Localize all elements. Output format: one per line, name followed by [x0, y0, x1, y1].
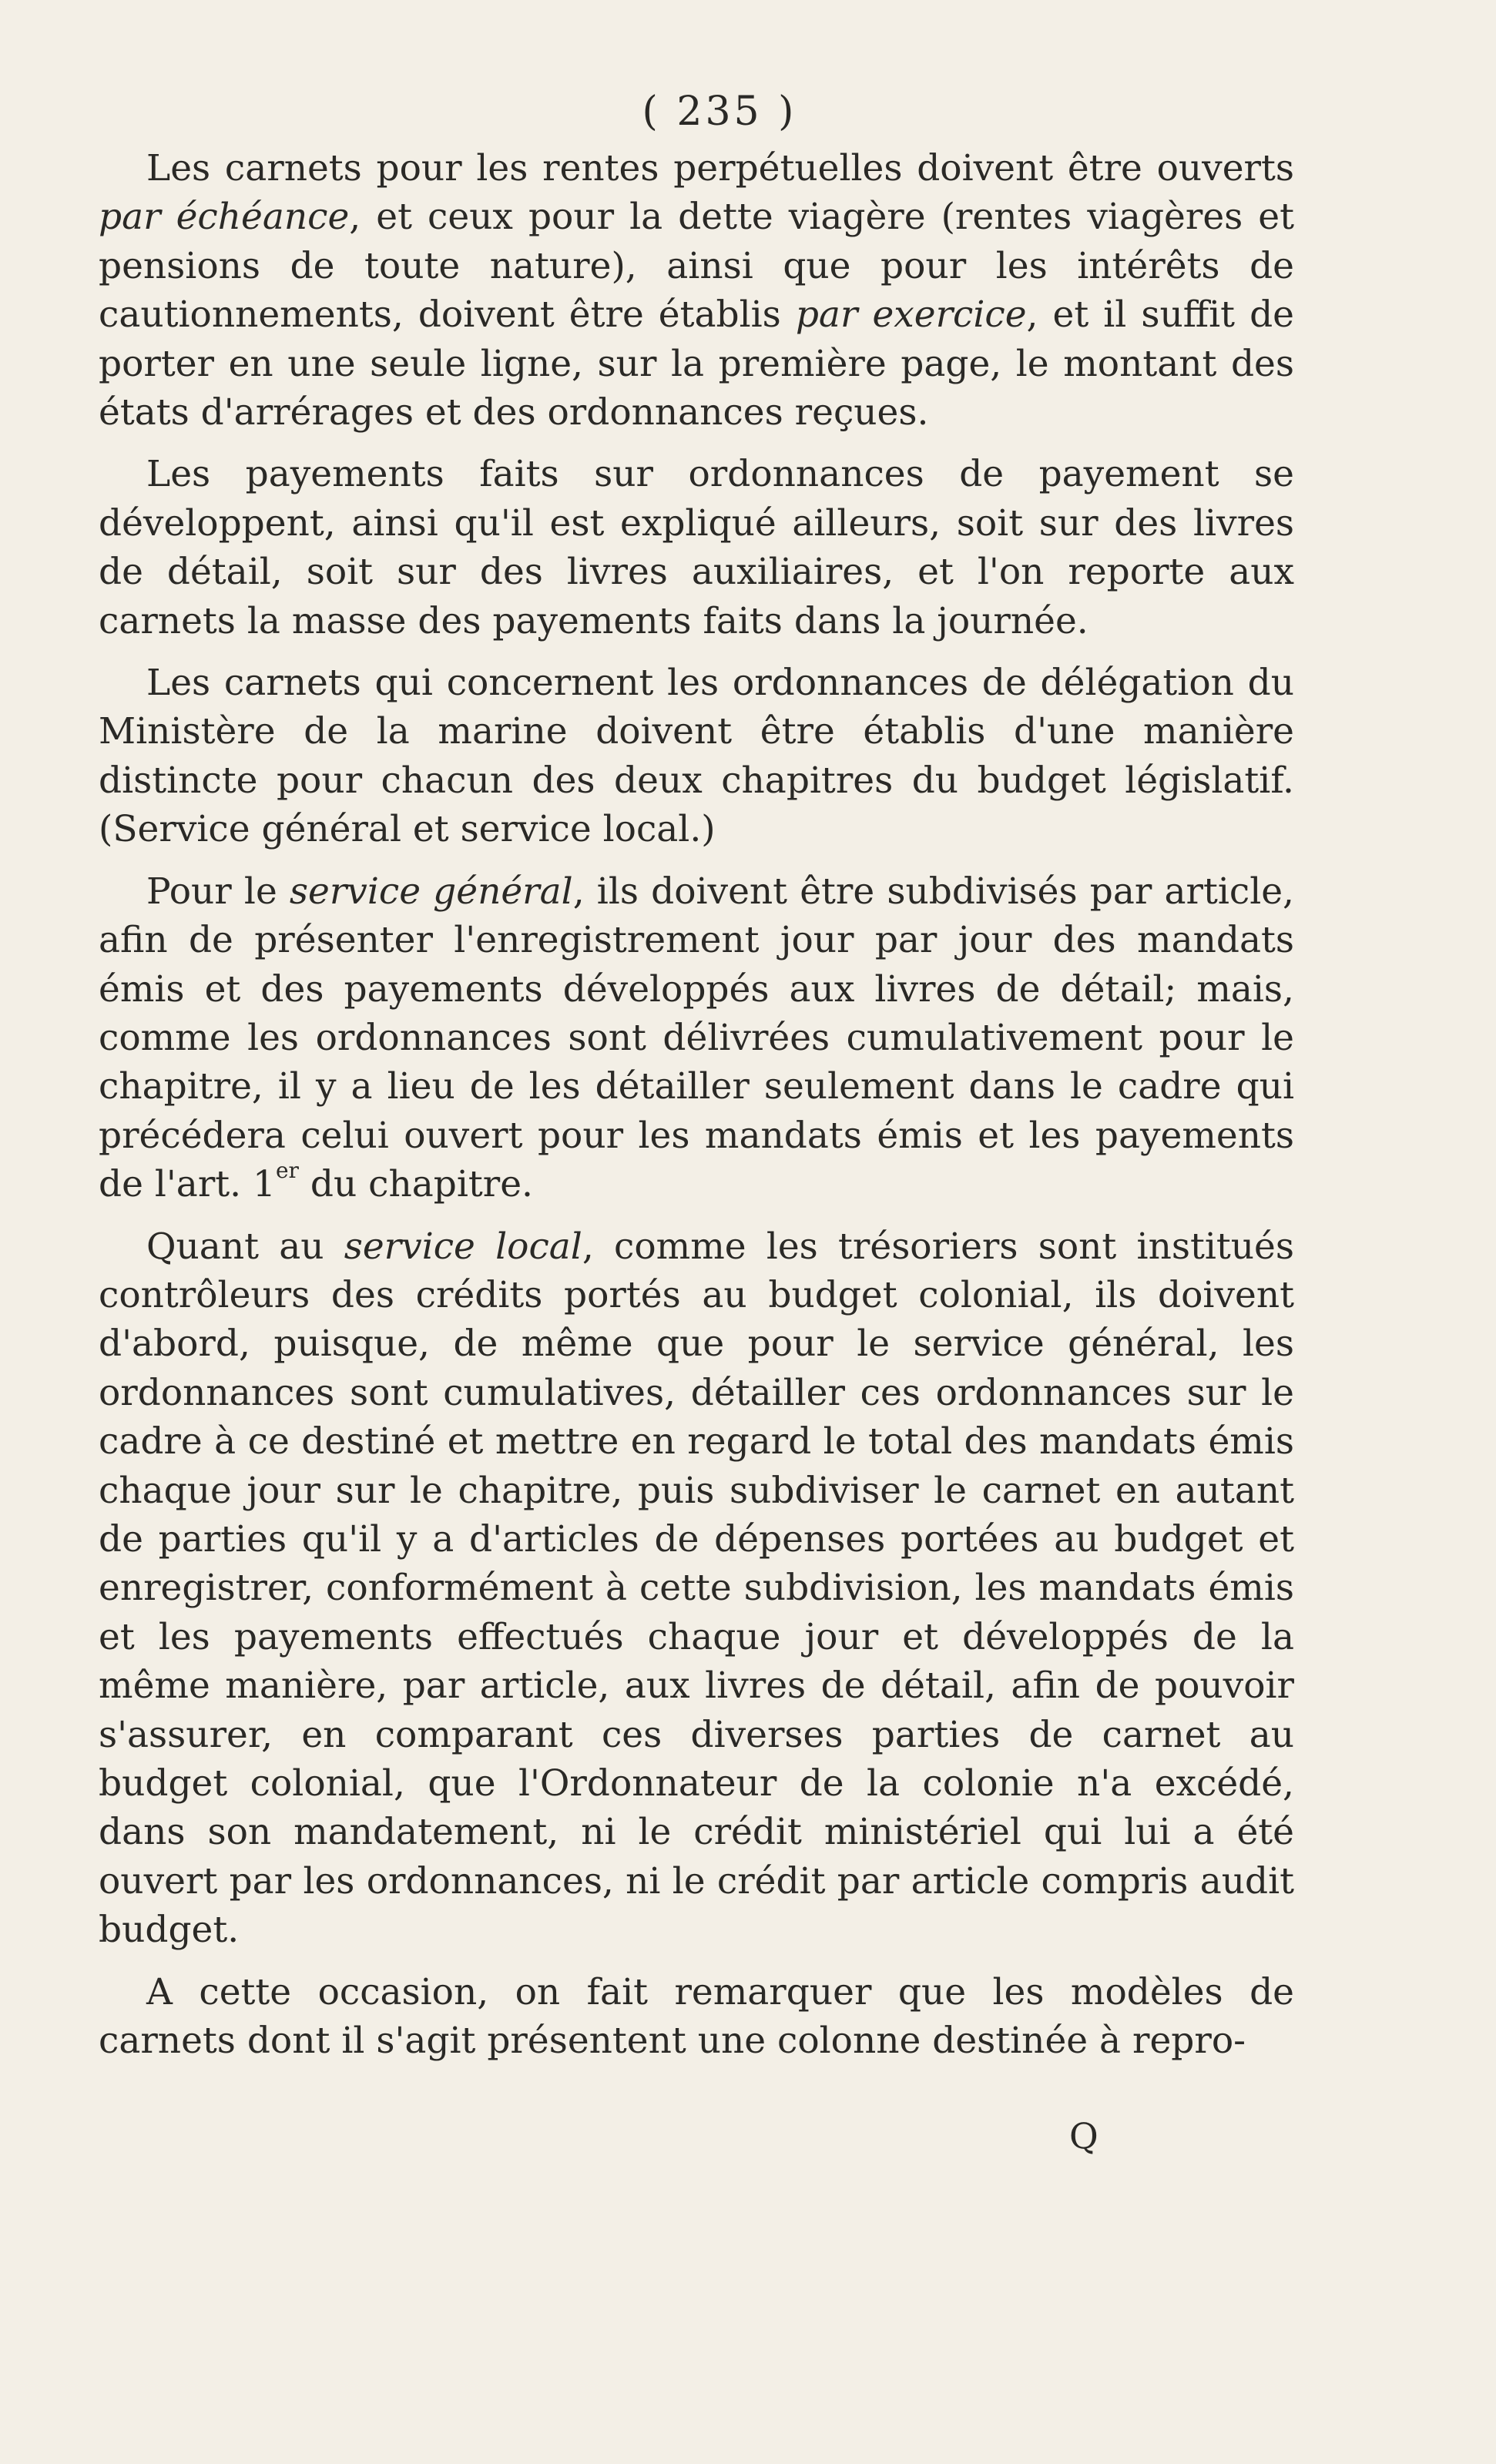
paragraph-5-text-a: Quant au [146, 1225, 344, 1268]
paragraph-4-text-a: Pour le [146, 870, 290, 913]
paragraph-5-italic: service local [344, 1225, 582, 1268]
signature-mark: Q [1069, 2115, 1099, 2157]
paragraph-4-superscript: er [275, 1158, 299, 1184]
paragraph-4-text-b: , ils doivent être subdivisés par article, afin de présenter l'enregistrement jour par jour des mandats émis et des payements développés aux livres de détail; mais, comme les ordonnances sont délivrées cumulativement pour le chapitre, il y a lieu de les détailler seulement dans le cadre qui précédera celui ouvert pour les mandats émis et les payements de l'art. 1 [99, 870, 1294, 1206]
paragraph-6: A cette occasion, on fait remarquer que les modèles de carnets dont il s'agit présentent une colonne destinée à repro- [99, 1970, 1294, 2063]
paragraph-4 [99, 867, 1294, 1209]
paragraph-4-italic: service général [289, 870, 573, 913]
page-number: ( 235 ) [642, 89, 797, 135]
paragraph-1-text-c: , et il suffit de porter en une seule ligne, sur la première page, le montant des états d'arrérages et des ordonnances reçues. [99, 293, 1294, 434]
paragraph-1-text-b: , et ceux pour la dette viagère (rentes viagères et pensions de toute nature), ainsi que pour les intérêts de cautionnements, doivent être établis [99, 196, 1294, 337]
paragraph-3: Les carnets qui concernent les ordonnances de délégation du Ministère de la marine doivent être établis d'une manière distincte pour chacun des deux chapitres du budget législatif. (Service général et service local.) [99, 662, 1294, 851]
paragraph-1 [99, 144, 1294, 437]
paragraph-1-italic-a: par échéance [99, 196, 350, 239]
paragraph-5 [99, 1222, 1294, 1955]
paragraph-2: Les payements faits sur ordonnances de payement se développent, ainsi qu'il est expliqué ailleurs, soit sur des livres de détail, soit sur des livres auxiliaires, et l'on reporte aux carnets la masse des payements faits dans la journée. [99, 453, 1294, 642]
paragraph-5-text-b: , comme les trésoriers sont institués contrôleurs des crédits portés au budget colonial, ils doivent d'abord, puisque, de même que pour le service général, les ordonnances sont cumulatives, détailler ces ordonnances sur le cadre à ce destiné et mettre en regard le total des mandats émis chaque jour sur le chapitre, puis subdiviser le carnet en autant de parties qu'il y a d'articles de dépenses portées au budget et enregistrer, conformément à cette subdivision, les mandats émis et les payements effectués chaque jour et développés de la même manière, par article, aux livres de détail, afin de pouvoir s'assurer, en comparant ces diverses parties de carnet au budget colonial, que l'Ordonnateur de la colonie n'a excédé, dans son mandatement, ni le crédit ministériel qui lui a été ouvert par les ordonnances, ni le crédit par article compris audit budget. [99, 1225, 1294, 1952]
paragraph-1-text-a: Les carnets pour les rentes perpétuelles doivent être ouverts [146, 147, 1294, 189]
paragraph-1-italic-b: par exercice [795, 293, 1027, 337]
paragraph-4-text-c: du chapitre. [298, 1163, 533, 1206]
